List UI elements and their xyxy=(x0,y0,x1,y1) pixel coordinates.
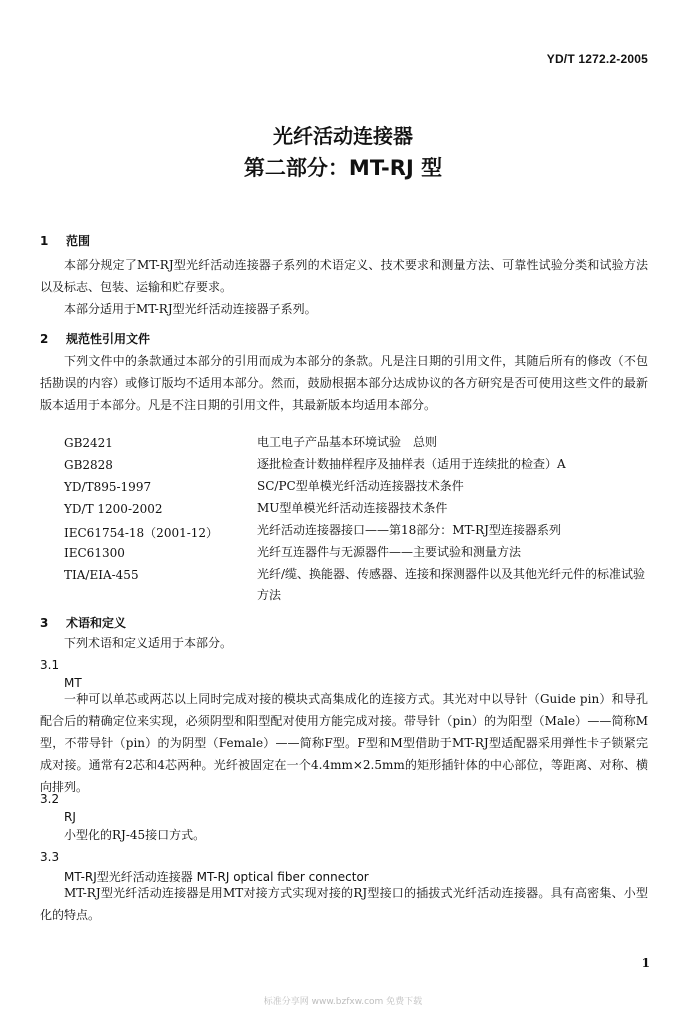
clause-number: 3.2 xyxy=(40,792,60,806)
document-title: 光纤活动连接器 xyxy=(273,124,413,148)
section-number: 2 xyxy=(40,332,49,346)
section-title: 规范性引用文件 xyxy=(66,332,151,346)
term-name: MT-RJ型光纤活动连接器 MT-RJ optical fiber connector xyxy=(64,870,369,884)
section-title: 范围 xyxy=(66,234,91,248)
section-1-paragraph-2: 本部分适用于MT-RJ型光纤活动连接器子系列。 xyxy=(64,302,317,316)
clause-number: 3.1 xyxy=(40,658,60,672)
section-title: 术语和定义 xyxy=(66,616,127,630)
clause-number: 3.3 xyxy=(40,850,60,864)
section-1-heading xyxy=(40,232,90,249)
reference-title: 光纤互连器件与无源器件——主要试验和测量方法 xyxy=(257,545,522,559)
reference-code: IEC61754-18（2001-12） xyxy=(64,526,219,540)
term-definition: MT-RJ型光纤活动连接器是用MT对接方式实现对接的RJ型接口的插拔式光纤活动连接器。具有高密集、小型化的特点。 xyxy=(40,886,648,922)
watermark-text: 标准分享网 www.bzfxw.com 免费下载 xyxy=(263,997,423,1007)
section-number: 1 xyxy=(40,234,49,248)
reference-code: TIA/EIA-455 xyxy=(64,568,139,582)
reference-code: GB2421 xyxy=(64,436,113,450)
term-name: MT xyxy=(64,676,82,690)
section-3-heading xyxy=(40,614,126,631)
reference-title: SC/PC型单模光纤活动连接器技术条件 xyxy=(257,479,464,493)
section-2-intro: 下列文件中的条款通过本部分的引用而成为本部分的条款。凡是注日期的引用文件，其随后所有的修改（不包括勘误的内容）或修订版均不适用本部分。然而，鼓励根据本部分达成协议的各方研究是否可使用这些文件的最新版本适用于本部分。凡是不注日期的引用文件，其最新版本均适用本部分。 xyxy=(40,354,648,412)
reference-title: 光纤/缆、换能器、传感器、连接和探测器件以及其他光纤元件的标准试验方法 xyxy=(257,567,646,602)
reference-title: MU型单模光纤活动连接器技术条件 xyxy=(257,501,448,515)
reference-code: IEC61300 xyxy=(64,546,125,560)
reference-title: 逐批检查计数抽样程序及抽样表（适用于连续批的检查）A xyxy=(257,457,566,471)
reference-code: YD/T 1200-2002 xyxy=(64,502,163,516)
reference-title: 电工电子产品基本环境试验 总则 xyxy=(257,435,438,449)
page-number: 1 xyxy=(641,956,650,970)
reference-title: 光纤活动连接器接口——第18部分：MT-RJ型连接器系列 xyxy=(257,523,561,537)
term-definition: 一种可以单芯或两芯以上同时完成对接的模块式高集成化的连接方式。其光对中以导针（Guide pin）和导孔配合后的精确定位来实现，必须阴型和阳型配对使用方能完成对接。带导针（pin）的为阳型（Male）——简称M型，不带导针（pin）的为阴型（Female）——简称F型。F型和M型借助于MT-RJ型适配器采用弹性卡子锁紧完成对接。通常有2芯和4芯两种。光纤被固定在一个4.4mm×2.5mm的矩形插针体的中心部位，等距离、对称、横向排列。 xyxy=(40,692,648,794)
standard-number: YD/T 1272.2-2005 xyxy=(546,52,648,66)
section-3-intro: 下列术语和定义适用于本部分。 xyxy=(64,636,233,650)
reference-code: YD/T895-1997 xyxy=(64,480,152,494)
section-2-heading xyxy=(40,330,150,347)
reference-code: GB2828 xyxy=(64,458,113,472)
section-number: 3 xyxy=(40,616,49,630)
section-1-paragraph-1: 本部分规定了MT-RJ型光纤活动连接器子系列的术语定义、技术要求和测量方法、可靠性试验分类和试验方法以及标志、包装、运输和贮存要求。 xyxy=(40,258,648,294)
term-definition: 小型化的RJ-45接口方式。 xyxy=(64,828,206,842)
document-subtitle: 第二部分：MT-RJ 型 xyxy=(243,156,443,180)
term-name: RJ xyxy=(64,810,76,824)
